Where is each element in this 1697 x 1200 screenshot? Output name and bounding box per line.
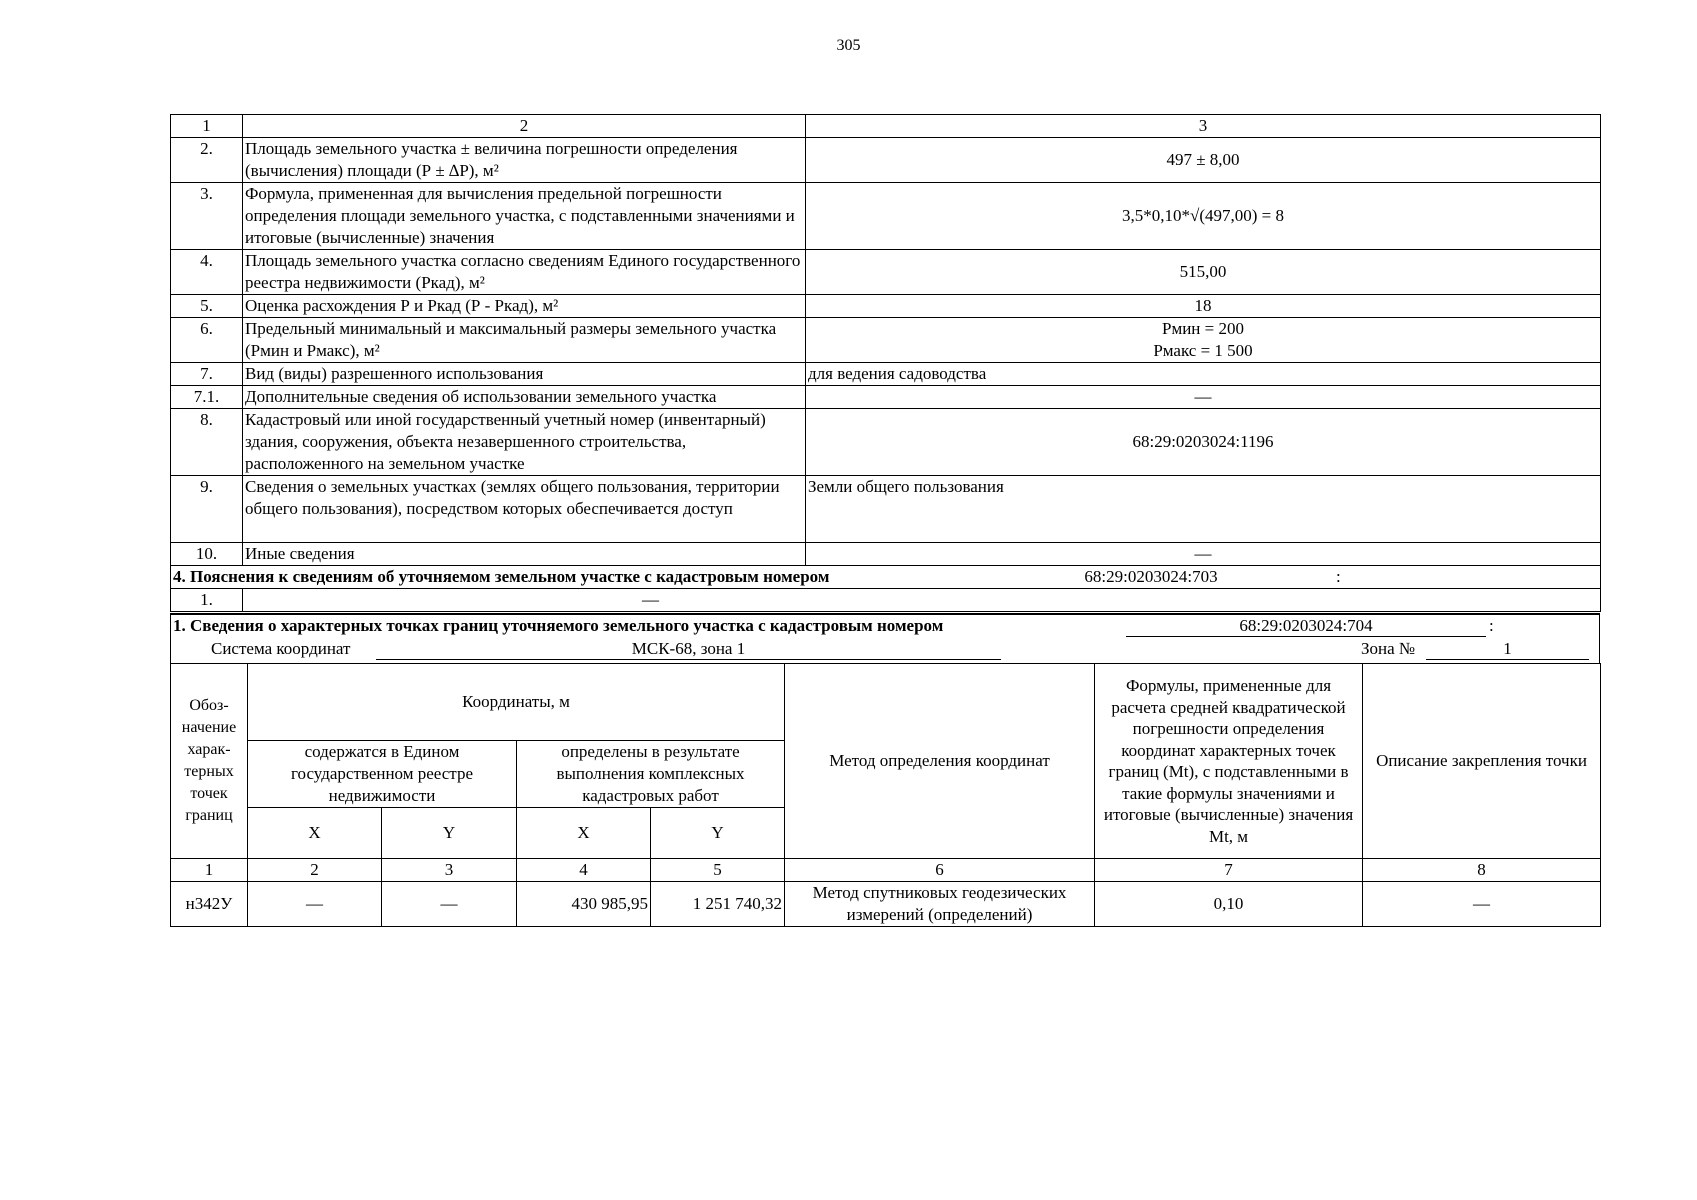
table-row xyxy=(171,543,1601,566)
egrn-y: — xyxy=(382,882,517,927)
row-label: Предельный минимальный и максимальный размеры земельного участка (Рмин и Рмакс), м² xyxy=(243,318,806,363)
header-cell: 1 xyxy=(171,115,243,138)
zone-value: 1 xyxy=(1426,639,1589,660)
row-value xyxy=(806,318,1601,363)
row-value: 18 xyxy=(806,295,1601,318)
parcel-info-table xyxy=(170,114,1601,612)
row-number: 2. xyxy=(171,138,243,183)
header-designation: Обоз-начение харак-терных точек границ xyxy=(171,664,248,859)
row-value: — xyxy=(806,386,1601,409)
header-coordinates: Координаты, м xyxy=(248,664,785,741)
section-4-title-cell xyxy=(171,566,1601,589)
max-size: Рмакс = 1 500 xyxy=(1153,341,1253,360)
row-value: Земли общего пользования xyxy=(806,476,1601,543)
row-label: Формула, примененная для вычисления предельной погрешности определения площади земельного участка, с подставленными значениями и итоговые (вычисленные) значения xyxy=(243,183,806,250)
column-number: 4 xyxy=(517,859,651,882)
section-4-title: 4. Пояснения к сведениям об уточняемом земельном участке с кадастровым номером xyxy=(173,567,830,586)
row-value: для ведения садоводства xyxy=(806,363,1601,386)
section-1-cadastral: 68:29:0203024:704 xyxy=(1126,616,1486,637)
table-row xyxy=(171,183,1601,250)
row-value: 68:29:0203024:1196 xyxy=(806,409,1601,476)
table-row xyxy=(171,250,1601,295)
row-label: Вид (виды) разрешенного использования xyxy=(243,363,806,386)
column-number: 1 xyxy=(171,859,248,882)
table-row xyxy=(171,476,1601,543)
row-label: Площадь земельного участка ± величина погрешности определения (вычисления) площади (Р ± ∆Р), м² xyxy=(243,138,806,183)
header-egrn: содержатся в Едином государственном реестре недвижимости xyxy=(248,741,517,808)
column-numbers-row xyxy=(171,859,1601,882)
row-value: 515,00 xyxy=(806,250,1601,295)
result-x: 430 985,95 xyxy=(517,882,651,927)
point-description: — xyxy=(1363,882,1601,927)
header-description: Описание закрепления точки xyxy=(1363,664,1601,859)
table-row xyxy=(171,386,1601,409)
mt-value: 0,10 xyxy=(1095,882,1363,927)
header-y-egrn: Y xyxy=(382,808,517,859)
row-label: Оценка расхождения Р и Ркад (Р - Ркад), м² xyxy=(243,295,806,318)
row-number: 4. xyxy=(171,250,243,295)
column-number: 6 xyxy=(785,859,1095,882)
row-number: 6. xyxy=(171,318,243,363)
min-size: Рмин = 200 xyxy=(1162,319,1244,338)
column-number: 3 xyxy=(382,859,517,882)
section-1-header xyxy=(170,613,1600,663)
section-4-cadastral: 68:29:0203024:703 xyxy=(971,566,1331,589)
header-x-egrn: X xyxy=(248,808,382,859)
row-number: 7. xyxy=(171,363,243,386)
table-row xyxy=(171,363,1601,386)
page-number: 305 xyxy=(836,37,861,54)
row-number: 10. xyxy=(171,543,243,566)
row-value: — xyxy=(806,543,1601,566)
coord-system-value: МСК-68, зона 1 xyxy=(376,639,1001,660)
section-1-title: 1. Сведения о характерных точках границ уточняемого земельного участка с кадастровым номером xyxy=(173,616,944,635)
header-method: Метод определения координат xyxy=(785,664,1095,859)
row-number: 1. xyxy=(171,589,243,612)
table-row xyxy=(171,882,1601,927)
column-number: 5 xyxy=(651,859,785,882)
table-row xyxy=(171,318,1601,363)
header-cell: 2 xyxy=(243,115,806,138)
row-label: Площадь земельного участка согласно сведениям Единого государственного реестра недвижимости (Ркад), м² xyxy=(243,250,806,295)
header-x-result: X xyxy=(517,808,651,859)
zone-label: Зона № xyxy=(1361,639,1416,658)
column-number: 2 xyxy=(248,859,382,882)
row-label: Дополнительные сведения об использовании земельного участка xyxy=(243,386,806,409)
row-number: 8. xyxy=(171,409,243,476)
section-1-colon: : xyxy=(1489,616,1494,635)
result-y: 1 251 740,32 xyxy=(651,882,785,927)
header-cell: 3 xyxy=(806,115,1601,138)
row-number: 9. xyxy=(171,476,243,543)
coord-system-label: Система координат xyxy=(211,639,351,658)
section-4-value: — xyxy=(243,589,1601,612)
document-body xyxy=(170,114,1600,927)
row-number: 5. xyxy=(171,295,243,318)
boundary-points-table xyxy=(170,663,1601,927)
row-label: Кадастровый или иной государственный учетный номер (инвентарный) здания, сооружения, объекта незавершенного строительства, расположенного на земельном участке xyxy=(243,409,806,476)
row-number: 3. xyxy=(171,183,243,250)
section-4-colon: : xyxy=(1336,567,1341,586)
header-formula: Формулы, примененные для расчета средней квадратической погрешности определения координат характерных точек границ (Mt), с подставленными в такие формулы значениями и итоговые (вычисленные) значения Mt, м xyxy=(1095,664,1363,859)
column-number: 7 xyxy=(1095,859,1363,882)
section-4-header xyxy=(171,566,1601,589)
header-y-result: Y xyxy=(651,808,785,859)
egrn-x: — xyxy=(248,882,382,927)
row-value: 3,5*0,10*√(497,00) = 8 xyxy=(806,183,1601,250)
row-label: Иные сведения xyxy=(243,543,806,566)
section-4-row xyxy=(171,589,1601,612)
column-number: 8 xyxy=(1363,859,1601,882)
table-row xyxy=(171,409,1601,476)
method: Метод спутниковых геодезических измерений (определений) xyxy=(785,882,1095,927)
header-result: определены в результате выполнения комплексных кадастровых работ xyxy=(517,741,785,808)
table-header-row xyxy=(171,115,1601,138)
point-designation: н342У xyxy=(171,882,248,927)
row-value: 497 ± 8,00 xyxy=(806,138,1601,183)
table-row xyxy=(171,138,1601,183)
table-row xyxy=(171,295,1601,318)
row-label: Сведения о земельных участках (землях общего пользования, территории общего пользования), посредством которых обеспечивается доступ xyxy=(243,476,806,543)
row-number: 7.1. xyxy=(171,386,243,409)
